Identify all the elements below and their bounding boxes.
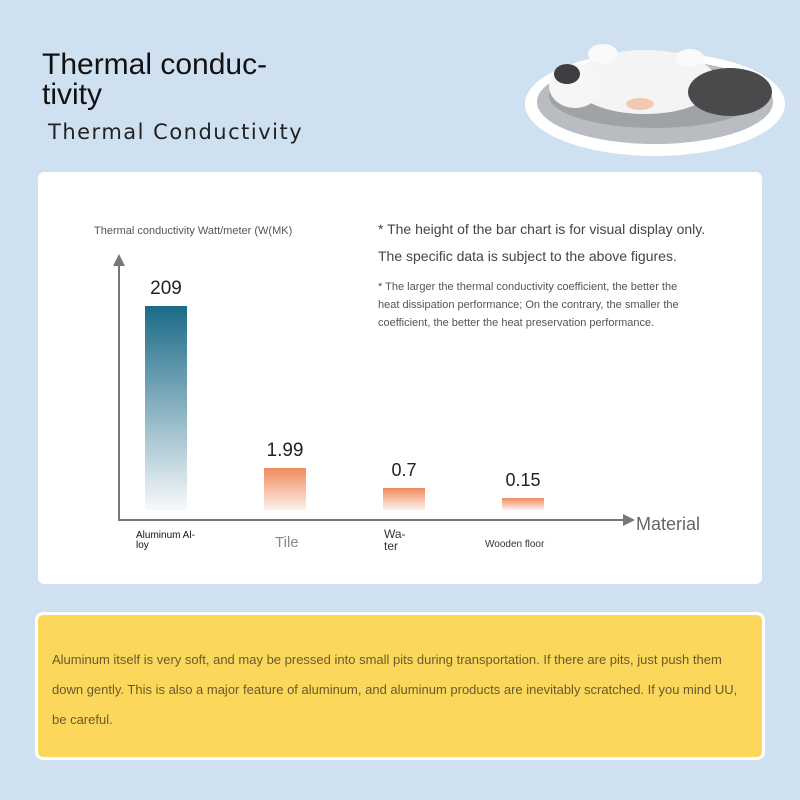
category-label-1: Tile	[275, 534, 299, 551]
bar-value-label-1: 1.99	[266, 440, 304, 461]
category-label-0: Aluminum Al-loy	[136, 530, 195, 551]
display-note	[378, 216, 705, 270]
bar-value-label-0: 209	[150, 278, 182, 299]
callout-text: Aluminum itself is very soft, and may be pressed into small pits during transportation. If there are pits, just push them down gently. This is also a major feature of aluminum, and aluminum products are inevitably scratched. If you mind UU, be careful.	[52, 652, 738, 727]
category-label-3: Wooden floor	[485, 539, 545, 550]
bar-1	[264, 468, 306, 510]
bar-3	[502, 498, 544, 510]
bar-2	[383, 488, 425, 510]
chart-panel	[38, 172, 762, 584]
page-title-line-2: tivity	[42, 78, 102, 111]
page-subtitle: Thermal Conductivity	[48, 120, 304, 144]
coefficient-note-line-1: * The larger the thermal conductivity coefficient, the better the	[378, 281, 678, 293]
cat-in-tray-image	[515, 22, 790, 162]
y-axis-label: Thermal conductivity Watt/meter (W(MK)	[94, 225, 293, 237]
page-title-line-1: Thermal conduc-	[42, 48, 268, 81]
bar-value-label-3: 0.15	[505, 470, 541, 490]
coefficient-note-line-3: coefficient, the better the heat preservation performance.	[378, 317, 655, 329]
display-note-line-2: The specific data is subject to the above figures.	[378, 248, 677, 264]
bar-0	[145, 306, 187, 510]
bar-value-label-2: 0.7	[391, 460, 417, 480]
display-note-line-1: * The height of the bar chart is for visual display only.	[378, 221, 706, 237]
page-title	[42, 50, 267, 110]
x-axis-arrow	[623, 514, 635, 526]
coefficient-note	[378, 278, 723, 332]
x-axis-label: Material	[636, 514, 701, 534]
coefficient-note-line-2: heat dissipation performance; On the contrary, the smaller the	[378, 299, 679, 311]
aluminum-care-callout	[35, 612, 765, 760]
y-axis-arrow	[113, 254, 125, 266]
category-label-2: Wa-ter	[384, 527, 406, 553]
